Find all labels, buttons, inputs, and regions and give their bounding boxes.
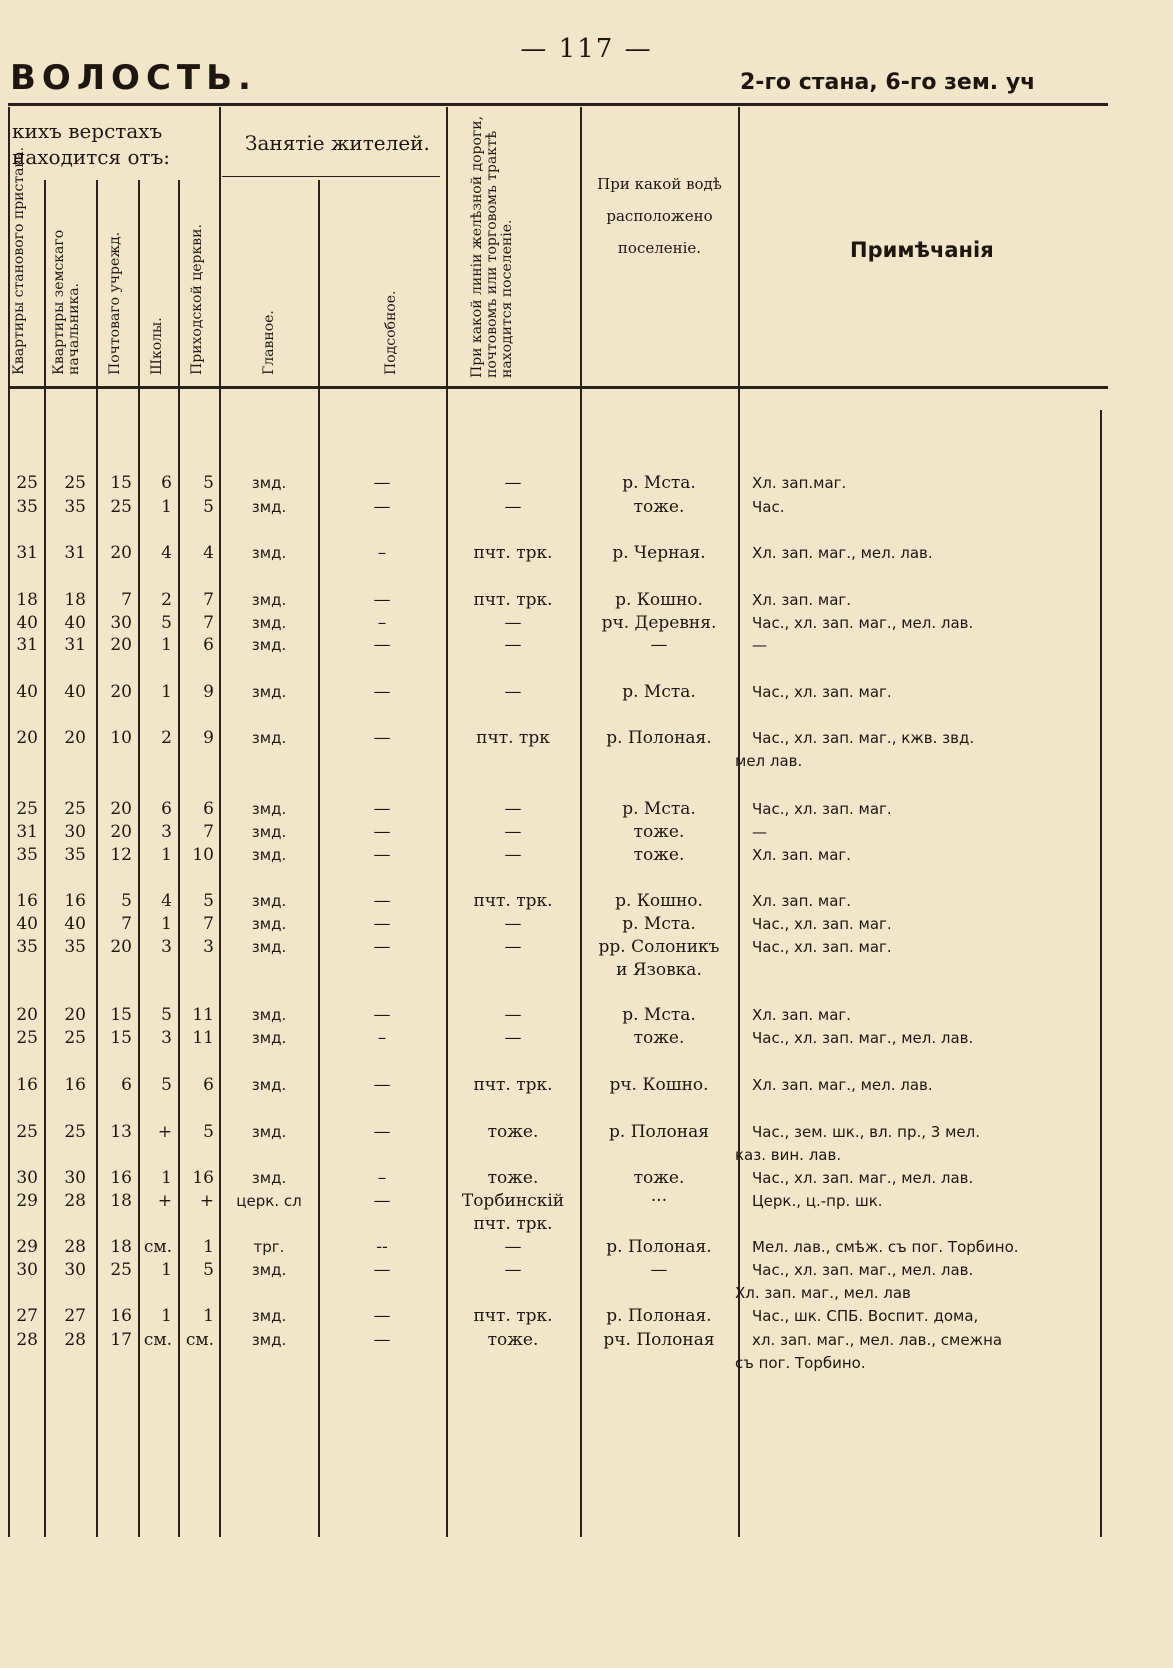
cell-c4: см.	[143, 1237, 172, 1257]
cell-main: змд.	[251, 1169, 287, 1187]
cell-note: Хл. зап. маг., мел. лав.	[752, 544, 933, 562]
cell-water: р. Мста.	[622, 914, 696, 934]
cell-main: змд.	[251, 800, 287, 818]
cell-c2: 20	[64, 1005, 86, 1025]
cell-road: пчт. трк.	[473, 1075, 553, 1095]
cell-c2: 31	[64, 635, 86, 655]
cell-c5: 11	[192, 1005, 214, 1025]
volost-title: ВОЛОСТЬ.	[10, 58, 257, 98]
cell-c3: 16	[110, 1306, 132, 1326]
cell-c5: 1	[203, 1306, 214, 1326]
cell-road: —	[504, 799, 522, 819]
cell-c2: 40	[64, 613, 86, 633]
cell-main: змд.	[251, 1076, 287, 1094]
cell-main: змд.	[251, 915, 287, 933]
district-title: 2-го стана, 6-го зем. уч	[740, 70, 1036, 95]
cell-water2: и Язовка.	[616, 960, 702, 980]
cell-c5: 3	[203, 937, 214, 957]
cell-c4: 1	[161, 845, 172, 865]
cell-aux: —	[373, 635, 391, 655]
cell-c5: 4	[203, 543, 214, 563]
cell-water: р. Мста.	[622, 799, 696, 819]
occupation-subrule	[222, 176, 440, 177]
cell-road: —	[504, 914, 522, 934]
cell-c2: 25	[64, 473, 86, 493]
cell-water: тоже.	[633, 1028, 685, 1048]
cell-note: Церк., ц.-пр. шк.	[752, 1192, 883, 1210]
cell-c3: 5	[121, 891, 132, 911]
cell-c3: 20	[110, 822, 132, 842]
cell-c5: 6	[203, 1075, 214, 1095]
cell-c1: 27	[16, 1306, 38, 1326]
column-divider	[738, 107, 740, 1537]
cell-aux: —	[373, 1075, 391, 1095]
cell-main: змд.	[251, 1006, 287, 1024]
cell-water: тоже.	[633, 497, 685, 517]
cell-road: —	[504, 473, 522, 493]
cell-c1: 28	[16, 1330, 38, 1350]
cell-c5: 9	[203, 728, 214, 748]
cell-c4: 1	[161, 1260, 172, 1280]
cell-note2: каз. вин. лав.	[735, 1146, 842, 1164]
cell-water: р. Полоная.	[606, 1237, 712, 1257]
cell-c3: 25	[110, 1260, 132, 1280]
header-railway: При какой линіи желѣзной дороги, почтовомъ или торговомъ трактѣ находится поселеніе.	[469, 115, 515, 378]
cell-c2: 35	[64, 937, 86, 957]
cell-c4: +	[157, 1191, 172, 1211]
cell-c2: 31	[64, 543, 86, 563]
cell-road: —	[504, 635, 522, 655]
right-border	[1100, 410, 1102, 1537]
cell-c3: 17	[110, 1330, 132, 1350]
cell-c1: 40	[16, 682, 38, 702]
cell-aux: —	[373, 682, 391, 702]
cell-water: р. Мста.	[622, 1005, 696, 1025]
cell-c4: 1	[161, 1168, 172, 1188]
cell-main: змд.	[251, 591, 287, 609]
cell-note2: Хл. зап. маг., мел. лав	[735, 1284, 911, 1302]
cell-c1: 16	[16, 1075, 38, 1095]
top-rule	[8, 103, 1108, 106]
cell-road: тоже.	[487, 1168, 539, 1188]
cell-c2: 27	[64, 1306, 86, 1326]
cell-aux: –	[377, 1028, 387, 1048]
cell-note: Мел. лав., смѣж. съ пог. Торбино.	[752, 1238, 1019, 1256]
cell-c3: 30	[110, 613, 132, 633]
cell-aux: —	[373, 891, 391, 911]
cell-road: —	[504, 1260, 522, 1280]
cell-note: Хл. зап. маг.	[752, 1006, 852, 1024]
cell-c5: 5	[203, 891, 214, 911]
cell-c4: 2	[161, 590, 172, 610]
cell-note: —	[752, 636, 767, 654]
cell-water: р. Мста.	[622, 473, 696, 493]
cell-c1: 31	[16, 543, 38, 563]
cell-c1: 40	[16, 613, 38, 633]
cell-main: змд.	[251, 683, 287, 701]
cell-c2: 18	[64, 590, 86, 610]
cell-c3: 15	[110, 473, 132, 493]
cell-c3: 15	[110, 1028, 132, 1048]
cell-c1: 31	[16, 822, 38, 842]
cell-water: рр. Солоникъ	[598, 937, 720, 957]
cell-main: змд.	[251, 846, 287, 864]
cell-water: рч. Полоная	[603, 1330, 715, 1350]
cell-c3: 13	[110, 1122, 132, 1142]
cell-c1: 35	[16, 497, 38, 517]
header-main: Главное.	[261, 310, 277, 375]
cell-road: пчт. трк.	[473, 891, 553, 911]
cell-c4: 6	[161, 799, 172, 819]
cell-c2: 28	[64, 1191, 86, 1211]
cell-note: Час., хл. зап. маг.	[752, 938, 892, 956]
cell-c5: 10	[192, 845, 214, 865]
cell-c1: 25	[16, 1028, 38, 1048]
header-notes: Примѣчанія	[850, 238, 994, 262]
cell-main: змд.	[251, 1331, 287, 1349]
occupation-group-header: Занятіе жителей.	[245, 131, 430, 155]
cell-c3: 20	[110, 635, 132, 655]
cell-c5: 5	[203, 473, 214, 493]
cell-c1: 20	[16, 728, 38, 748]
cell-main: змд.	[251, 474, 287, 492]
cell-road: тоже.	[487, 1122, 539, 1142]
cell-c5: 11	[192, 1028, 214, 1048]
cell-c3: 25	[110, 497, 132, 517]
cell-aux: —	[373, 590, 391, 610]
cell-water: тоже.	[633, 1168, 685, 1188]
cell-c2: 40	[64, 682, 86, 702]
cell-c5: +	[199, 1191, 214, 1211]
cell-c2: 25	[64, 1028, 86, 1048]
cell-road: пчт. трк.	[473, 543, 553, 563]
cell-note: Хл. зап. маг.	[752, 591, 852, 609]
cell-aux: —	[373, 937, 391, 957]
cell-aux: —	[373, 497, 391, 517]
cell-road: —	[504, 1237, 522, 1257]
cell-c2: 28	[64, 1237, 86, 1257]
cell-c5: 1	[203, 1237, 214, 1257]
cell-note: Хл. зап. маг.	[752, 846, 852, 864]
cell-c1: 29	[16, 1191, 38, 1211]
cell-c2: 28	[64, 1330, 86, 1350]
cell-c5: см.	[185, 1330, 214, 1350]
cell-road: пчт. трк.	[473, 1306, 553, 1326]
cell-aux: —	[373, 822, 391, 842]
cell-main: змд.	[251, 498, 287, 516]
cell-water: рч. Деревня.	[601, 613, 717, 633]
cell-note: Час., хл. зап. маг., мел. лав.	[752, 1261, 974, 1279]
cell-c1: 30	[16, 1168, 38, 1188]
cell-main: змд.	[251, 892, 287, 910]
cell-water: тоже.	[633, 845, 685, 865]
cell-note: Час.	[752, 498, 785, 516]
cell-c3: 20	[110, 543, 132, 563]
cell-c2: 30	[64, 1168, 86, 1188]
cell-c4: 3	[161, 822, 172, 842]
cell-c5: 16	[192, 1168, 214, 1188]
cell-road: —	[504, 613, 522, 633]
cell-c4: +	[157, 1122, 172, 1142]
cell-note: хл. зап. маг., мел. лав., смежна	[752, 1331, 1003, 1349]
cell-aux: —	[373, 1122, 391, 1142]
cell-c5: 6	[203, 799, 214, 819]
page-number: — 117 —	[520, 34, 653, 64]
cell-note: Час., хл. зап. маг., кжв. звд.	[752, 729, 975, 747]
cell-c5: 7	[203, 613, 214, 633]
cell-aux: —	[373, 473, 391, 493]
cell-aux: —	[373, 1191, 391, 1211]
cell-note: Час., зем. шк., вл. пр., 3 мел.	[752, 1123, 980, 1141]
cell-main: церк. сл	[236, 1192, 302, 1210]
cell-main: трг.	[253, 1238, 285, 1256]
cell-c1: 35	[16, 845, 38, 865]
cell-c5: 5	[203, 1122, 214, 1142]
column-divider	[219, 107, 221, 1537]
cell-main: змд.	[251, 1123, 287, 1141]
cell-aux: --	[376, 1237, 388, 1257]
cell-c1: 40	[16, 914, 38, 934]
cell-c4: 1	[161, 497, 172, 517]
cell-note: Час., хл. зап. маг., мел. лав.	[752, 1169, 974, 1187]
cell-water: р. Кошно.	[615, 590, 703, 610]
cell-water: р. Черная.	[612, 543, 706, 563]
cell-c1: 25	[16, 473, 38, 493]
cell-c4: 4	[161, 543, 172, 563]
cell-note: Час., шк. СПБ. Воспит. дома,	[752, 1307, 979, 1325]
cell-c4: 6	[161, 473, 172, 493]
cell-aux: —	[373, 1260, 391, 1280]
cell-c3: 20	[110, 799, 132, 819]
cell-c3: 7	[121, 590, 132, 610]
cell-water: р. Кошно.	[615, 891, 703, 911]
cell-road: —	[504, 497, 522, 517]
cell-c3: 20	[110, 682, 132, 702]
cell-c2: 30	[64, 822, 86, 842]
cell-c4: 3	[161, 1028, 172, 1048]
cell-aux: –	[377, 1168, 387, 1188]
cell-c1: 31	[16, 635, 38, 655]
cell-water: тоже.	[633, 822, 685, 842]
cell-note: Час., хл. зап. маг., мел. лав.	[752, 1029, 974, 1047]
cell-note: Час., хл. зап. маг.	[752, 800, 892, 818]
header-post: Почтоваго учрежд.	[107, 231, 123, 375]
header-zemsky: Квартиры земскаго начальника.	[51, 229, 82, 375]
cell-c3: 7	[121, 914, 132, 934]
cell-c4: 1	[161, 682, 172, 702]
cell-c5: 9	[203, 682, 214, 702]
cell-c1: 16	[16, 891, 38, 911]
cell-c3: 20	[110, 937, 132, 957]
cell-road2: пчт. трк.	[473, 1214, 553, 1234]
cell-c4: 5	[161, 1005, 172, 1025]
cell-water: —	[650, 635, 668, 655]
cell-note: Час., хл. зап. маг.	[752, 915, 892, 933]
cell-c3: 18	[110, 1237, 132, 1257]
header-church: Приходской церкви.	[189, 224, 205, 375]
cell-note: Час., хл. зап. маг.	[752, 683, 892, 701]
cell-c3: 18	[110, 1191, 132, 1211]
cell-c5: 5	[203, 497, 214, 517]
cell-road: —	[504, 1028, 522, 1048]
cell-note: Час., хл. зап. маг., мел. лав.	[752, 614, 974, 632]
cell-note2: съ пог. Торбино.	[735, 1354, 866, 1372]
cell-c4: 2	[161, 728, 172, 748]
cell-c5: 7	[203, 822, 214, 842]
cell-c1: 25	[16, 1122, 38, 1142]
cell-main: змд.	[251, 614, 287, 632]
cell-c3: 16	[110, 1168, 132, 1188]
cell-c1: 35	[16, 937, 38, 957]
cell-water: ···	[650, 1191, 668, 1211]
cell-water: —	[650, 1260, 668, 1280]
cell-main: змд.	[251, 823, 287, 841]
cell-main: змд.	[251, 1307, 287, 1325]
cell-c2: 40	[64, 914, 86, 934]
cell-c1: 25	[16, 799, 38, 819]
cell-aux: —	[373, 1005, 391, 1025]
cell-road: —	[504, 682, 522, 702]
cell-water: рч. Кошно.	[609, 1075, 709, 1095]
cell-c4: 5	[161, 1075, 172, 1095]
cell-note: Хл. зап. маг.	[752, 892, 852, 910]
cell-c4: 1	[161, 914, 172, 934]
cell-c4: см.	[143, 1330, 172, 1350]
cell-road: пчт. трк.	[473, 590, 553, 610]
cell-c4: 3	[161, 937, 172, 957]
header-aux: Подсобное.	[383, 290, 399, 375]
cell-road: Торбинскій	[461, 1191, 565, 1211]
header-school: Школы.	[149, 317, 165, 375]
cell-c3: 6	[121, 1075, 132, 1095]
cell-c1: 29	[16, 1237, 38, 1257]
cell-road: —	[504, 937, 522, 957]
cell-c2: 16	[64, 891, 86, 911]
cell-note: —	[752, 823, 767, 841]
cell-c1: 20	[16, 1005, 38, 1025]
cell-c4: 1	[161, 635, 172, 655]
cell-aux: —	[373, 914, 391, 934]
cell-c4: 4	[161, 891, 172, 911]
cell-c3: 12	[110, 845, 132, 865]
cell-road: —	[504, 845, 522, 865]
cell-aux: —	[373, 728, 391, 748]
cell-c2: 35	[64, 845, 86, 865]
cell-c1: 18	[16, 590, 38, 610]
cell-aux: —	[373, 1330, 391, 1350]
cell-aux: —	[373, 845, 391, 865]
cell-aux: —	[373, 799, 391, 819]
cell-water: р. Полоная.	[606, 1306, 712, 1326]
cell-main: змд.	[251, 1029, 287, 1047]
header-bottom-rule	[8, 386, 1108, 389]
cell-aux: –	[377, 543, 387, 563]
cell-note2: мел лав.	[735, 752, 803, 770]
cell-water: р. Мста.	[622, 682, 696, 702]
cell-main: змд.	[251, 636, 287, 654]
cell-c2: 25	[64, 1122, 86, 1142]
cell-aux: —	[373, 1306, 391, 1326]
cell-road: пчт. трк	[476, 728, 550, 748]
cell-c4: 5	[161, 613, 172, 633]
cell-aux: –	[377, 613, 387, 633]
cell-main: змд.	[251, 1261, 287, 1279]
cell-c2: 30	[64, 1260, 86, 1280]
header-water: При какой водѣ расположено поселеніе.	[597, 175, 722, 257]
cell-c3: 15	[110, 1005, 132, 1025]
cell-water: р. Полоная	[609, 1122, 709, 1142]
cell-c5: 5	[203, 1260, 214, 1280]
cell-c4: 1	[161, 1306, 172, 1326]
cell-road: тоже.	[487, 1330, 539, 1350]
cell-c2: 35	[64, 497, 86, 517]
cell-c5: 7	[203, 914, 214, 934]
cell-note: Хл. зап.маг.	[752, 474, 847, 492]
cell-c5: 7	[203, 590, 214, 610]
cell-water: р. Полоная.	[606, 728, 712, 748]
cell-c1: 30	[16, 1260, 38, 1280]
header-stanovoy: Квартиры станового пристава.	[11, 146, 27, 375]
cell-main: змд.	[251, 544, 287, 562]
cell-c2: 25	[64, 799, 86, 819]
cell-main: змд.	[251, 938, 287, 956]
cell-note: Хл. зап. маг., мел. лав.	[752, 1076, 933, 1094]
cell-c3: 10	[110, 728, 132, 748]
cell-c5: 6	[203, 635, 214, 655]
cell-road: —	[504, 822, 522, 842]
distance-group-header: кихъ верстахъ находится отъ:	[12, 119, 171, 169]
cell-road: —	[504, 1005, 522, 1025]
cell-c2: 16	[64, 1075, 86, 1095]
cell-c2: 20	[64, 728, 86, 748]
cell-main: змд.	[251, 729, 287, 747]
